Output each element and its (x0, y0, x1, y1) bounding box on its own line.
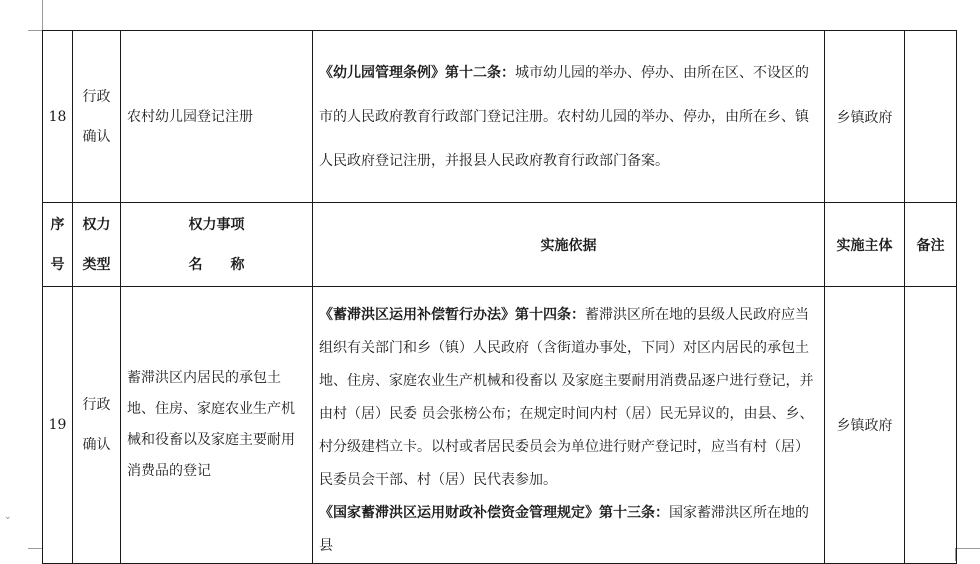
implementation-basis (313, 31, 825, 203)
row-number: 19 (43, 287, 73, 564)
page-corner-top-left (28, 0, 43, 31)
law-reference: 《幼儿园管理条例》第十二条： (319, 64, 515, 81)
power-list-table (42, 30, 957, 564)
table-header-row (43, 203, 957, 287)
implementation-basis (313, 287, 825, 564)
law-reference: 《蓄滞洪区运用补偿暂行办法》第十四条： (319, 307, 585, 323)
row-number: 18 (43, 31, 73, 203)
implementing-body: 乡镇政府 (825, 287, 905, 564)
law-text: 蓄滞洪区所在地的县级人民政府应当组织有关部门和乡（镇）人民政府（含街道办事处，下同）对区内居民的承包土地、住房、家庭农业生产机械和役畜以 及家庭主要耐用消费品逐户进行登记，并由村（居）民委 员会张榜公布；在规定时间内村（居）民无异议的，由县、乡、村分级建档立卡。以村或者居民委员会为单位进行财产登记时，应当有村（居）民委员会干部、村（居）民代表参加。 (319, 307, 814, 488)
remarks (905, 31, 957, 203)
page-corner-bottom-left (28, 548, 43, 561)
implementing-body: 乡镇政府 (825, 31, 905, 203)
table-row (43, 31, 957, 203)
law-text: 城市幼儿园的举办、停办、由所在区、不设区的市的人民政府教育行政部门登记注册。农村幼儿园的举办、停办，由所在乡、镇人民政府登记注册，并报县人民政府教育行政部门备案。 (319, 64, 809, 169)
header-number: 序 号 (43, 203, 73, 287)
page-corner-bottom-right (955, 548, 980, 561)
header-implementing-body: 实施主体 (825, 203, 905, 287)
header-remarks: 备注 (905, 203, 957, 287)
power-type: 行政 确认 (73, 287, 121, 564)
header-power-item-name: 权力事项 名 称 (121, 203, 313, 287)
header-power-type: 权力 类型 (73, 203, 121, 287)
header-implementation-basis: 实施依据 (313, 203, 825, 287)
power-type: 行政 确认 (73, 31, 121, 203)
power-item-name: 蓄滞洪区内居民的承包土地、住房、家庭农业生产机械和役畜以及家庭主要耐用消费品的登记 (121, 287, 313, 564)
remarks (905, 287, 957, 564)
margin-marker: ⌄ (4, 512, 12, 522)
table-row (43, 287, 957, 564)
law-text: 国家蓄滞洪区所在地的县 (319, 505, 809, 554)
power-item-name: 农村幼儿园登记注册 (121, 31, 313, 203)
law-reference: 《国家蓄滞洪区运用财政补偿资金管理规定》第十三条： (319, 505, 669, 521)
